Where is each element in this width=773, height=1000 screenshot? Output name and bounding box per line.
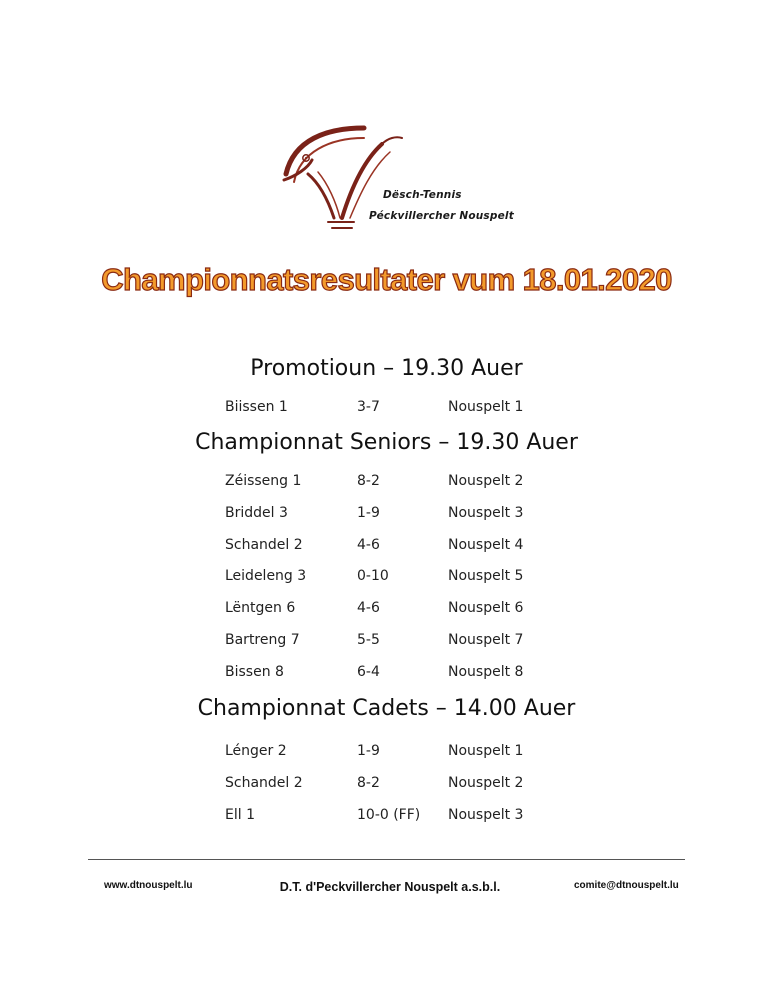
away-team: Nouspelt 5	[448, 568, 524, 584]
home-team: Leideleng 3	[225, 568, 307, 584]
match-row	[0, 537, 773, 557]
match-score: 1-9	[357, 743, 380, 759]
match-row	[0, 664, 773, 684]
section-heading-seniors: Championnat Seniors – 19.30 Auer	[195, 430, 578, 455]
home-team: Lénger 2	[225, 743, 287, 759]
away-team: Nouspelt 6	[448, 600, 524, 616]
home-team: Schandel 2	[225, 537, 303, 553]
logo-text-line1: Dësch-Tennis	[383, 189, 462, 201]
match-score: 4-6	[357, 600, 380, 616]
away-team: Nouspelt 3	[448, 807, 524, 823]
footer-website: www.dtnouspelt.lu	[104, 880, 193, 891]
section-heading-promotioun: Promotioun – 19.30 Auer	[250, 356, 523, 381]
home-team: Bartreng 7	[225, 632, 300, 648]
page-title: Championnatsresultater vum 18.01.2020	[101, 262, 672, 297]
footer-email: comite@dtnouspelt.lu	[574, 880, 679, 891]
match-score: 8-2	[357, 775, 380, 791]
home-team: Bissen 8	[225, 664, 284, 680]
match-score: 4-6	[357, 537, 380, 553]
section-heading-cadets: Championnat Cadets – 14.00 Auer	[197, 696, 576, 721]
match-row	[0, 473, 773, 493]
match-row	[0, 568, 773, 588]
match-row	[0, 399, 773, 419]
away-team: Nouspelt 8	[448, 664, 524, 680]
match-score: 5-5	[357, 632, 380, 648]
away-team: Nouspelt 3	[448, 505, 524, 521]
home-team: Biissen 1	[225, 399, 288, 415]
footer-divider	[88, 859, 685, 860]
home-team: Zéisseng 1	[225, 473, 302, 489]
match-row	[0, 743, 773, 763]
match-row	[0, 600, 773, 620]
away-team: Nouspelt 2	[448, 775, 524, 791]
home-team: Lëntgen 6	[225, 600, 296, 616]
match-row	[0, 775, 773, 795]
away-team: Nouspelt 7	[448, 632, 524, 648]
logo-text-line2: Péckvillercher Nouspelt	[369, 210, 514, 222]
match-score: 3-7	[357, 399, 380, 415]
away-team: Nouspelt 4	[448, 537, 524, 553]
match-score: 0-10	[357, 568, 389, 584]
match-score: 8-2	[357, 473, 380, 489]
match-row	[0, 505, 773, 525]
home-team: Briddel 3	[225, 505, 288, 521]
home-team: Schandel 2	[225, 775, 303, 791]
away-team: Nouspelt 1	[448, 399, 524, 415]
match-row	[0, 632, 773, 652]
match-score: 6-4	[357, 664, 380, 680]
match-score: 10-0 (FF)	[357, 807, 421, 823]
away-team: Nouspelt 2	[448, 473, 524, 489]
footer-club-name: D.T. d'Peckvillercher Nouspelt a.s.b.l.	[279, 880, 501, 894]
match-score: 1-9	[357, 505, 380, 521]
match-row	[0, 807, 773, 827]
away-team: Nouspelt 1	[448, 743, 524, 759]
home-team: Ell 1	[225, 807, 255, 823]
